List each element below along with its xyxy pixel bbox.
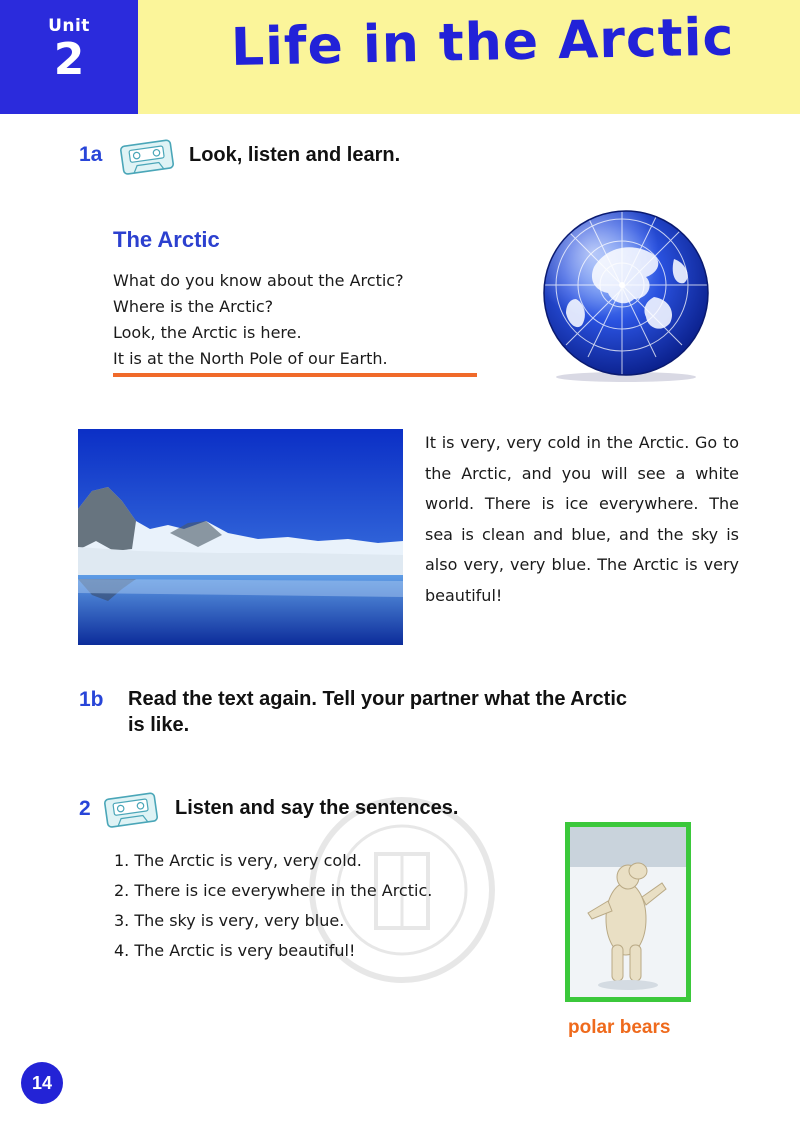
- arctic-heading: The Arctic: [113, 227, 220, 252]
- intro-line: What do you know about the Arctic?: [113, 271, 404, 290]
- polar-bears-caption: polar bears: [568, 1017, 671, 1038]
- cassette-icon[interactable]: [102, 790, 162, 830]
- unit-number: 2: [53, 34, 85, 85]
- sentence-list: [114, 846, 432, 966]
- globe-image: [536, 207, 716, 383]
- intro-line: Look, the Arctic is here.: [113, 323, 302, 342]
- unit-badge: [0, 0, 138, 114]
- sentence-item: 2. There is ice everywhere in the Arctic.: [114, 881, 433, 900]
- intro-line: It is at the North Pole of our Earth.: [113, 349, 388, 368]
- sentence-item: 3. The sky is very, very blue.: [114, 911, 345, 930]
- polar-bears-image: [570, 827, 686, 997]
- arctic-landscape-photo: [78, 429, 403, 645]
- section-2-number: 2: [79, 797, 91, 820]
- section-1b-instruction-line1: Read the text again. Tell your partner what the Arctic: [128, 688, 627, 710]
- intro-line: Where is the Arctic?: [113, 297, 274, 316]
- arctic-paragraph: It is very, very cold in the Arctic. Go to the Arctic, and you will see a white world. There is ice everywhere. The sea is clean and blue, and the sky is also very, very blue. The Arctic is very beautiful!: [425, 433, 739, 605]
- section-2-instruction: Listen and say the sentences.: [175, 797, 459, 819]
- page-title: Life in the Arctic: [230, 7, 735, 78]
- section-1a-instruction: Look, listen and learn.: [189, 144, 401, 166]
- unit-label: Unit: [48, 16, 90, 36]
- section-1b-instruction-line2: is like.: [128, 714, 190, 736]
- polar-bears-picture: [565, 822, 691, 1002]
- intro-lines: [113, 268, 404, 372]
- page-number: 14: [21, 1062, 63, 1104]
- cassette-icon[interactable]: [118, 137, 178, 177]
- section-1a-number: 1a: [79, 143, 103, 166]
- sentence-item: 4. The Arctic is very beautiful!: [114, 941, 356, 960]
- orange-divider: [113, 373, 477, 377]
- section-1b-number: 1b: [79, 688, 104, 711]
- sentence-item: 1. The Arctic is very, very cold.: [114, 851, 362, 870]
